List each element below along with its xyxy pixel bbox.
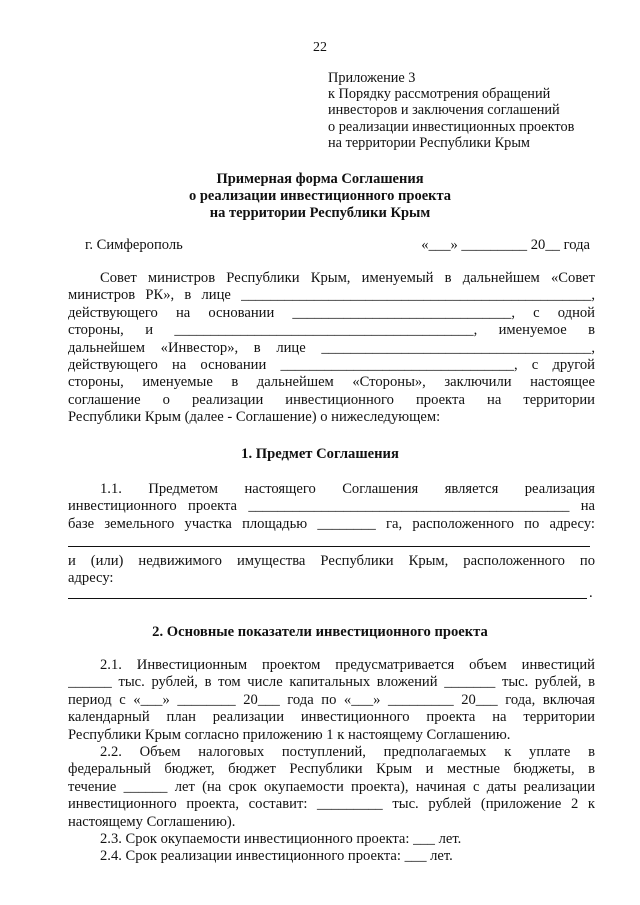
text-line: 2.3. Срок окупаемости инвестиционного проекта: ___ лет. [100,831,462,847]
text-line: министров РК», в лице ________________________________________________, [68,287,595,304]
text-line: период с «___» ________ 20___ года по «___» _________ 20___ года, включая [68,691,595,708]
text-line: 1.1. Предметом настоящего Соглашения является реализация [100,481,595,497]
appendix-line: на территории Республики Крым [328,134,530,151]
section-2-heading: 2. Основные показатели инвестиционного проекта [152,624,488,640]
place-date-row [85,237,590,254]
appendix-line: Приложение 3 [328,70,416,86]
section-1-paragraph [68,481,595,533]
text-line: стороны, и _________________________________________, именуемое в [68,322,595,339]
paragraph-2-4 [68,848,595,865]
text-line: и (или) недвижимого имущества Республики Крым, расположенного по [68,553,595,569]
appendix-line: о реализации инвестиционных проектов [328,118,575,135]
city-name: г. Симферополь [85,237,183,253]
text-line: 2.4. Срок реализации инвестиционного проекта: ___ лет. [100,848,453,864]
paragraph-2-2 [68,744,595,831]
text-line: календарный план реализации инвестиционного проекта на территории [68,709,595,726]
text-line: федеральный бюджет, бюджет Республики Крым и местные бюджеты, в [68,761,595,778]
title-line: на территории Республики Крым [209,205,431,221]
text-line: Республики Крым согласно приложению 1 к настоящему Соглашению. [68,726,511,743]
appendix-header [328,70,574,151]
section-1-paragraph-cont [68,553,595,588]
line-end-period: . [589,585,593,601]
appendix-line: к Порядку рассмотрения обращений [328,86,551,103]
blank-address-line [68,598,587,599]
text-line: действующего на основании ______________________________, с одной [68,304,595,321]
text-line: Республики Крым (далее - Соглашение) о нижеследующем: [68,409,441,426]
paragraph-2-3 [68,831,595,848]
text-line: 2.1. Инвестиционным проектом предусматривается объем инвестиций [100,657,595,673]
intro-paragraph [68,270,595,427]
text-line: настоящему Соглашению). [68,813,236,830]
blank-address-line [68,546,590,547]
text-line: инвестиционного проекта ____________________________________________ на [68,498,595,515]
date-field: «___» _________ 20__ года [421,237,590,253]
text-line: инвестиционного проекта, составит: _________ тыс. рублей (приложение 2 к [68,796,595,813]
paragraph-2-1 [68,657,595,744]
page-number: 22 [313,40,327,55]
title-line: Примерная форма Соглашения [216,171,424,187]
appendix-line: инвесторов и заключения соглашений [328,102,560,119]
text-line: действующего на основании ________________________________, с другой [68,357,595,374]
text-line: ______ тыс. рублей, в том числе капитальных вложений _______ тыс. рублей, в [68,674,595,691]
document-title [0,171,640,222]
text-line: адресу: [68,570,114,587]
text-line: базе земельного участка площадью ________ га, расположенного по адресу: [68,515,595,532]
text-line: соглашение о реализации инвестиционного проекта на территории [68,391,595,408]
section-1-heading: 1. Предмет Соглашения [241,446,399,462]
text-line: Совет министров Республики Крым, именуемый в дальнейшем «Совет [100,270,595,286]
title-line: о реализации инвестиционного проекта [188,188,452,204]
text-line: 2.2. Объем налоговых поступлений, предполагаемых к уплате в [100,744,595,760]
text-line: дальнейшем «Инвестор», в лице _____________________________________, [68,339,595,356]
text-line: течение ______ лет (на срок окупаемости проекта), начиная с даты реализации [68,778,595,795]
text-line: стороны, именуемые в дальнейшем «Стороны», заключили настоящее [68,374,595,391]
